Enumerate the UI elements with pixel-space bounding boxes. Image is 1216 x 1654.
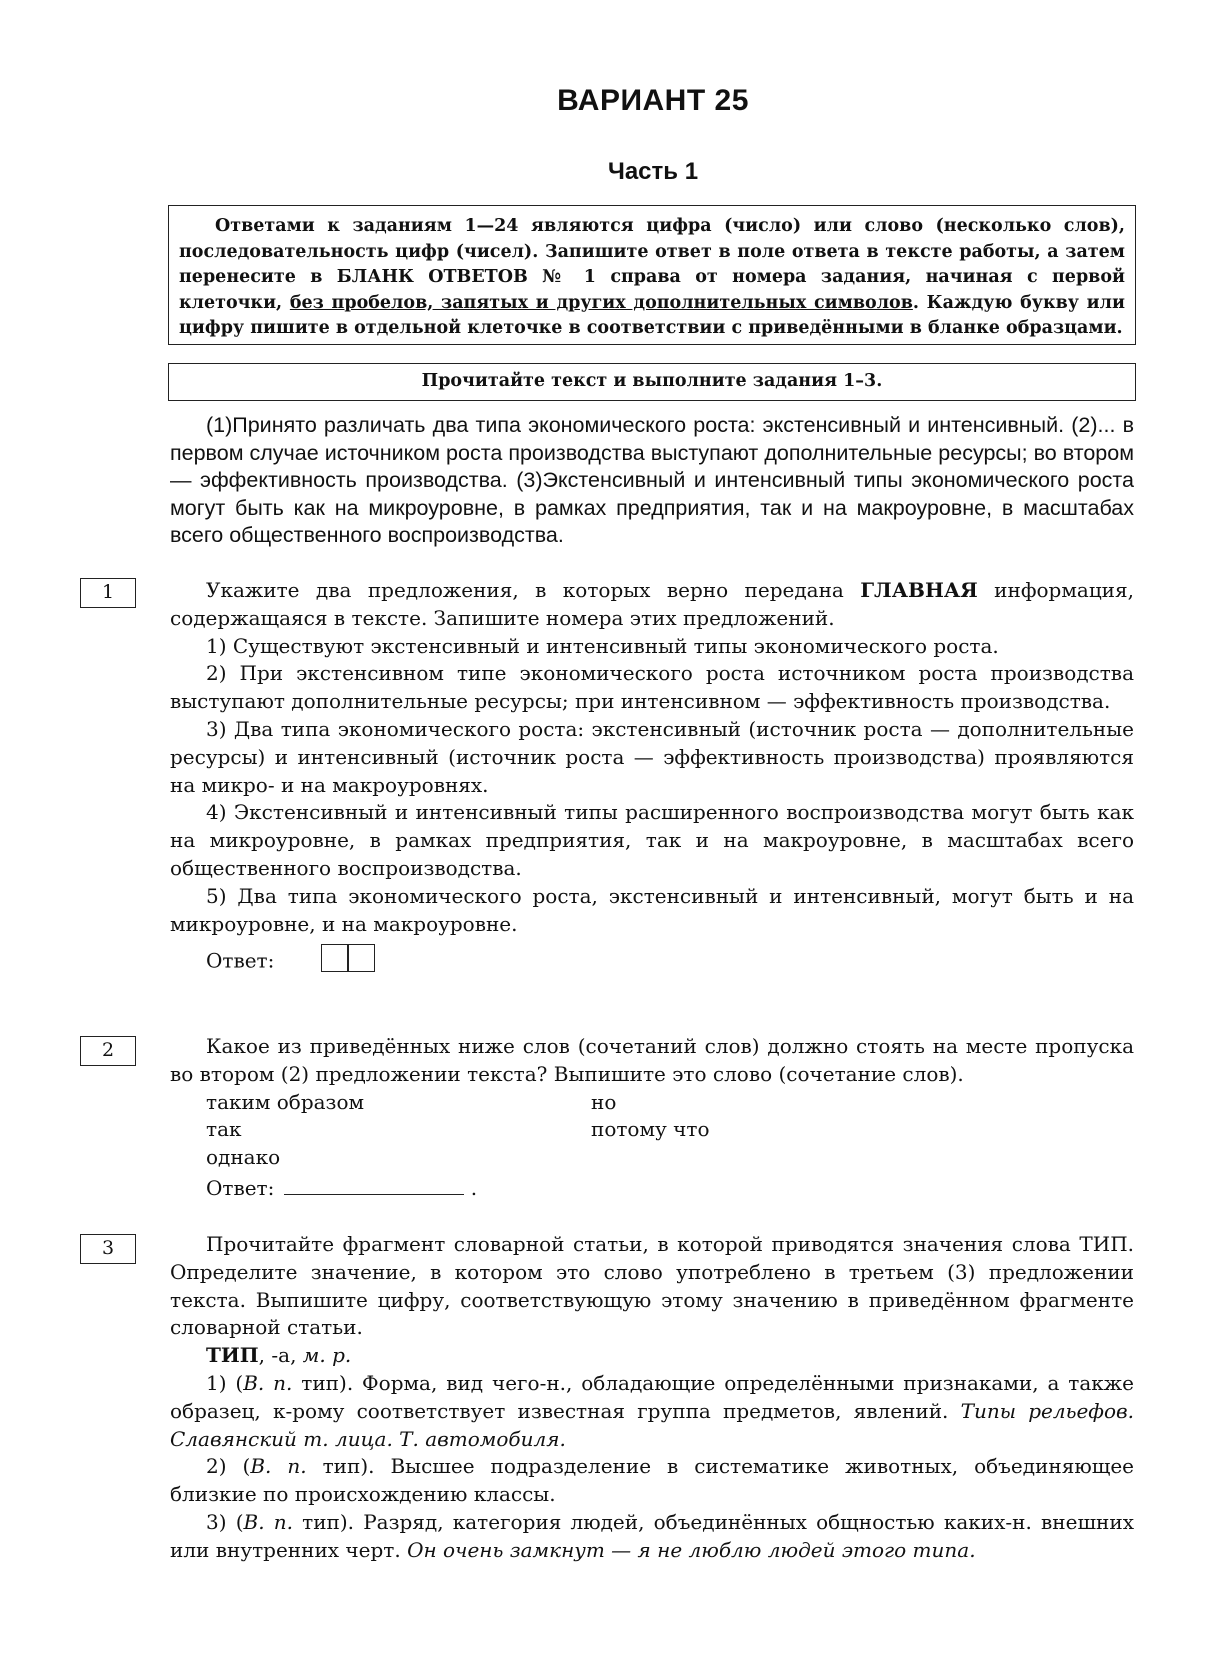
def-num: 1) ( xyxy=(206,1370,244,1395)
task-2-word-list xyxy=(170,1089,1134,1172)
task-1-option: 3) Два типа экономического роста: экстенсивный (источник роста — дополнительные ресурсы) и интенсивный (источник роста — эффективность производства) проявляются на микро- и на макроуровнях. xyxy=(170,716,1134,797)
instructions-text-2: . Каждую букву или цифру пишите в отдельной клеточке в соответствии с приведёнными в бланке образцами. xyxy=(179,292,1125,338)
task-2-answer-row xyxy=(170,1174,1134,1203)
dictionary-headword: ТИП xyxy=(206,1343,259,1368)
def-case: В. п. xyxy=(243,1370,293,1395)
dictionary-definition xyxy=(170,1509,1134,1565)
task-1-prompt xyxy=(170,577,1134,633)
task-number-2: 2 xyxy=(80,1036,136,1066)
task-2 xyxy=(170,1033,1134,1203)
passage xyxy=(170,412,1134,550)
def-example: Он очень замкнут — я не люблю людей этого типа. xyxy=(407,1537,976,1562)
task-3-prompt: Прочитайте фрагмент словарной статьи, в которой приводятся значения слова ТИП. Определите значение, в котором это слово употреблено в третьем (3) предложении текста. Выпишите цифру, соответствующую этому значению в приведённом фрагменте словарной статьи. xyxy=(170,1232,1134,1340)
def-num: 2) ( xyxy=(206,1454,251,1479)
task-1-prompt-b: информация, содержащаяся в тексте. Запишите номера этих предложений. xyxy=(170,578,1134,630)
task-3 xyxy=(170,1231,1134,1565)
read-prompt-box: Прочитайте текст и выполните задания 1–3. xyxy=(168,363,1136,401)
def-case: В. п. xyxy=(243,1509,293,1534)
part-heading: Часть 1 xyxy=(607,158,699,185)
headword-rest: , -а, xyxy=(258,1343,303,1368)
def-num: 3) ( xyxy=(206,1509,244,1534)
task-number-1: 1 xyxy=(80,578,136,608)
task-1-option: 5) Два типа экономического роста, экстенсивный и интенсивный, могут быть и на микроуровне, и на макроуровне. xyxy=(170,883,1134,936)
task-1-prompt-a: Укажите два предложения, в которых верно передана xyxy=(206,578,861,602)
def-case: В. п. xyxy=(250,1454,307,1479)
task-number-3: 3 xyxy=(80,1234,136,1264)
def-text: тип). Форма, вид чего-н., обладающие определёнными признаками, а также образец, к-рому соответствует известная группа предметов, явлений. xyxy=(170,1370,1135,1423)
answer-cell[interactable] xyxy=(347,944,375,972)
dictionary-headword-line xyxy=(170,1342,1134,1370)
task-1-option: 2) При экстенсивном типе экономического роста источником роста производства выступают дополнительные ресурсы; при интенсивном — эффективность производства. xyxy=(170,661,1134,714)
answer-cell[interactable] xyxy=(321,944,349,972)
def-example: Типы рельефов. Славянский т. лица. Т. автомобиля. xyxy=(170,1398,1134,1451)
instructions-text-1: Ответами к заданиям 1—24 являются цифра (число) или слово (несколько слов), последовательность цифр (чисел). Запишите ответ в поле ответа в тексте работы, а затем перенесите в БЛАНК ОТВЕТОВ № 1 справа от номера задания, начиная с первой клеточки, xyxy=(179,216,1125,313)
page-title: ВАРИАНТ 25 xyxy=(557,84,749,117)
word-option: потому что xyxy=(591,1117,710,1142)
headword-grammar: м. р. xyxy=(302,1343,352,1368)
task-2-answer-label: Ответ: xyxy=(206,1175,275,1200)
def-text: тип). Высшее подразделение в систематике животных, объединяющее близкие по происхождению классы. xyxy=(170,1454,1134,1507)
word-option: однако xyxy=(206,1145,281,1170)
def-text: тип). Разряд, категория людей, объединённых общностью каких-н. внешних или внутренних черт. xyxy=(170,1509,1134,1562)
word-option: так xyxy=(206,1117,242,1142)
task-1-option: 4) Экстенсивный и интенсивный типы расширенного воспроизводства могут быть как на микроуровне, в рамках предприятия, так и на макроуровне, в масштабах всего общественного воспроизводства. xyxy=(170,800,1134,880)
dictionary-definition xyxy=(170,1370,1134,1453)
task-1-answer-label: Ответ: xyxy=(206,948,275,973)
task-1 xyxy=(170,577,1134,980)
task-2-prompt: Какое из приведённых ниже слов (сочетаний слов) должно стоять на месте пропуска во втором (2) предложении текста? Выпишите это слово (сочетание слов). xyxy=(170,1034,1134,1086)
dictionary-definition xyxy=(170,1453,1134,1509)
passage-text: (1)Принято различать два типа экономического роста: экстенсивный и интенсивный. (2)... в первом случае источником роста производства выступают дополнительные ресурсы; во втором — эффективность производства. (3)Экстенсивный и интенсивный типы экономического роста могут быть как на микроуровне, в рамках предприятия, так и на макроуровне, в масштабах всего общественного воспроизводства. xyxy=(170,413,1134,547)
task-1-answer-row xyxy=(170,944,1134,980)
task-2-answer-end: . xyxy=(470,1175,478,1200)
task-2-answer-line[interactable] xyxy=(284,1174,464,1195)
task-1-answer-cells xyxy=(286,944,375,980)
task-1-prompt-bold: ГЛАВНАЯ xyxy=(860,578,978,602)
word-option: но xyxy=(591,1089,617,1114)
instructions-box xyxy=(168,205,1136,345)
instructions-underlined: без пробелов, запятых и других дополнительных символов xyxy=(289,292,913,313)
task-1-option: 1) Существуют экстенсивный и интенсивный типы экономического роста. xyxy=(206,633,999,658)
word-option: таким образом xyxy=(206,1089,365,1114)
